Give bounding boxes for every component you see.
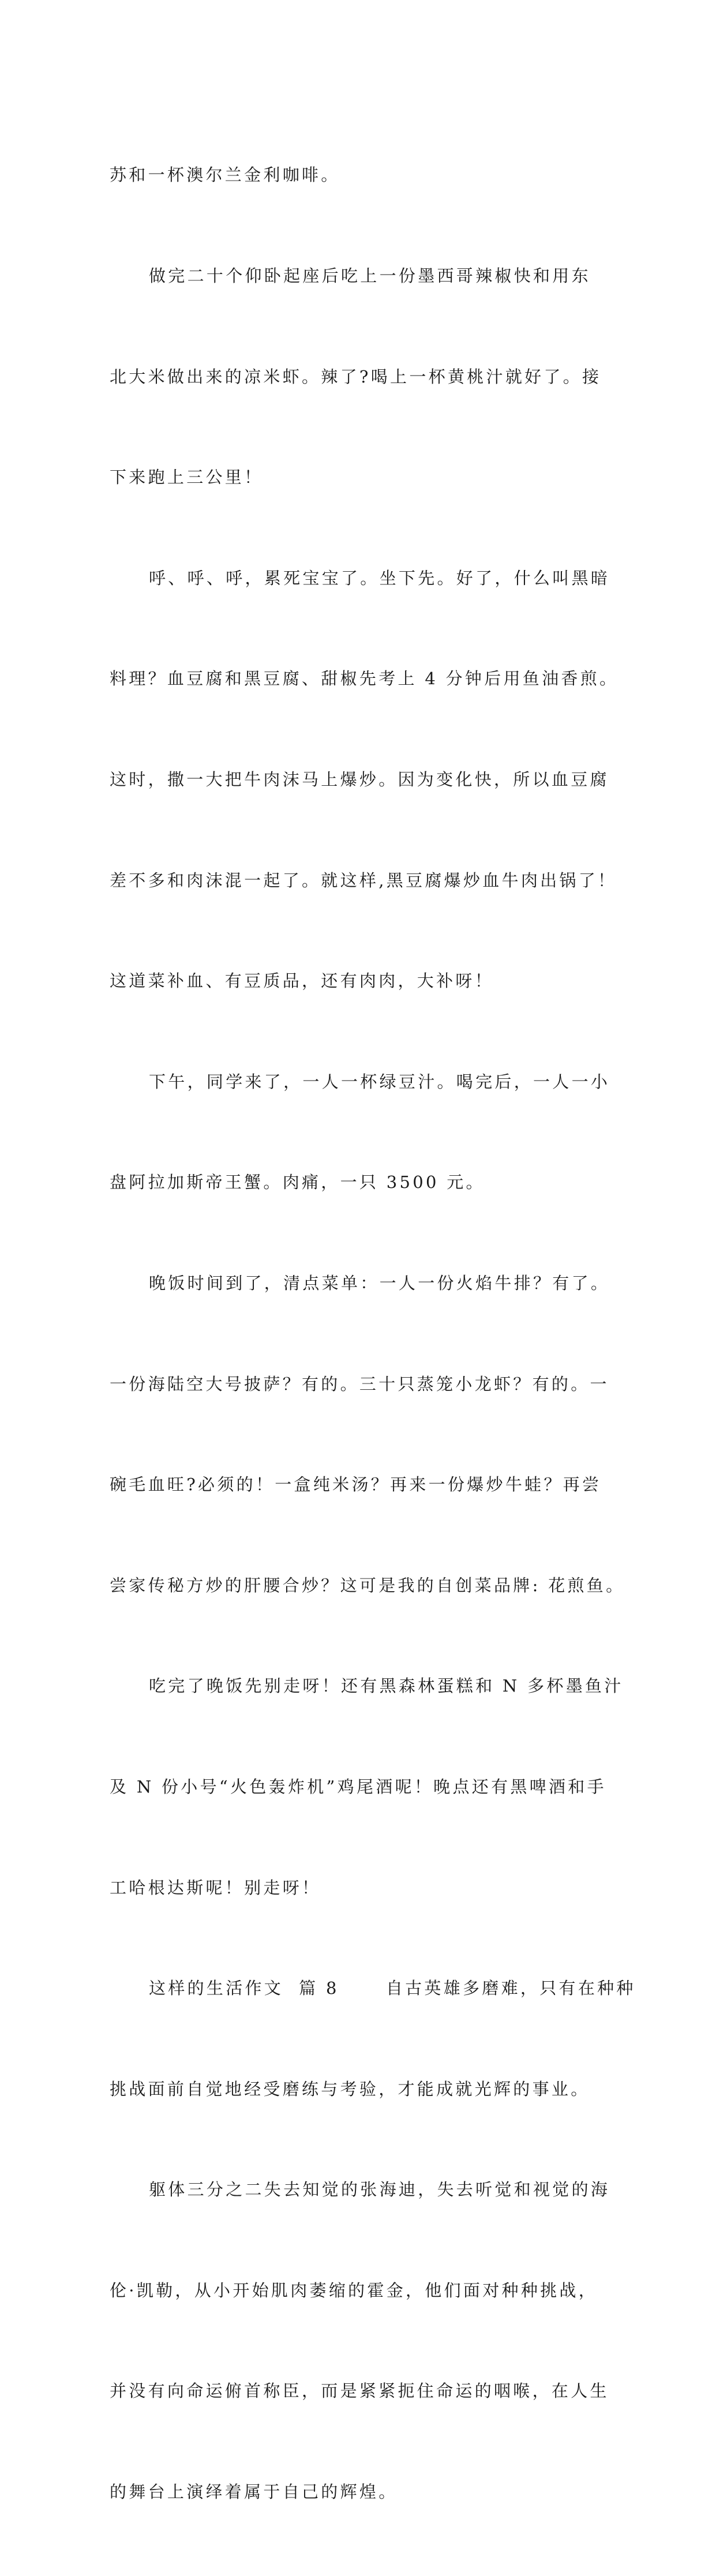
text-line: 一份海陆空大号披萨？有的。三十只蒸笼小龙虾？有的。一 [110,1374,609,1394]
paragraph-start-line: 下午，同学来了，一人一杯绿豆汁。喝完后，一人一小 [149,1071,610,1092]
text-line: 盘阿拉加斯帝王蟹。肉痛，一只 3500 元。 [110,1172,485,1193]
text-line: 北大米做出来的凉米虾。辣了?喝上一杯黄桃汁就好了。接 [110,366,602,387]
text-line: 并没有向命运俯首称臣，而是紧紧扼住命运的咽喉，在人生 [110,2381,609,2401]
body-text [110,91,636,2576]
paragraph-start-line: 呼、呼、呼，累死宝宝了。坐下先。好了，什么叫黑暗 [149,568,610,588]
text-line: 的舞台上演绎着属于自己的辉煌。 [110,2482,398,2502]
text-line: 挑战面前自觉地经受磨练与考验，才能成就光辉的事业。 [110,2079,590,2099]
paragraph-start-line: 吃完了晚饭先别走呀！还有黑森林蛋糕和 N 多杯墨鱼汁 [149,1676,624,1696]
text-line: 伦·凯勒，从小开始肌肉萎缩的霍金，他们面对种种挑战， [110,2280,598,2300]
section-heading-line: 这样的生活作文 篇 8 自古英雄多磨难，只有在种种 [149,1978,636,1998]
text-line: 工哈根达斯呢！别走呀！ [110,1877,321,1898]
paragraph-start-line: 躯体三分之二失去知觉的张海迪，失去听觉和视觉的海 [149,2180,610,2200]
text-line: 这道菜补血、有豆质品，还有肉肉，大补呀！ [110,971,494,991]
text-line: 及 N 份小号“火色轰炸机”鸡尾酒呢！晚点还有黑啤酒和手 [110,1776,606,1797]
text-line: 这时，撒一大把牛肉沫马上爆炒。因为变化快，所以血豆腐 [110,769,609,789]
text-line: 尝家传秘方炒的肝腰合炒？这可是我的自创菜品牌: 花煎鱼。 [110,1575,625,1595]
text-line: 差不多和肉沫混一起了。就这样,黑豆腐爆炒血牛肉出锅了！ [110,870,617,890]
text-line: 碗毛血旺?必须的！一盒纯米汤？再来一份爆炒牛蛙？再尝 [110,1475,602,1495]
paragraph-start-line: 做完二十个仰卧起座后吃上一份墨西哥辣椒快和用东 [149,266,591,286]
text-line: 料理？血豆腐和黑豆腐、甜椒先考上 4 分钟后用鱼油香煎。 [110,669,619,689]
text-line: 苏和一杯澳尔兰金利咖啡。 [110,165,340,185]
text-line: 下来跑上三公里！ [110,467,264,488]
paragraph-start-line: 晚饭时间到了，清点菜单：一人一份火焰牛排？有了。 [149,1273,610,1293]
